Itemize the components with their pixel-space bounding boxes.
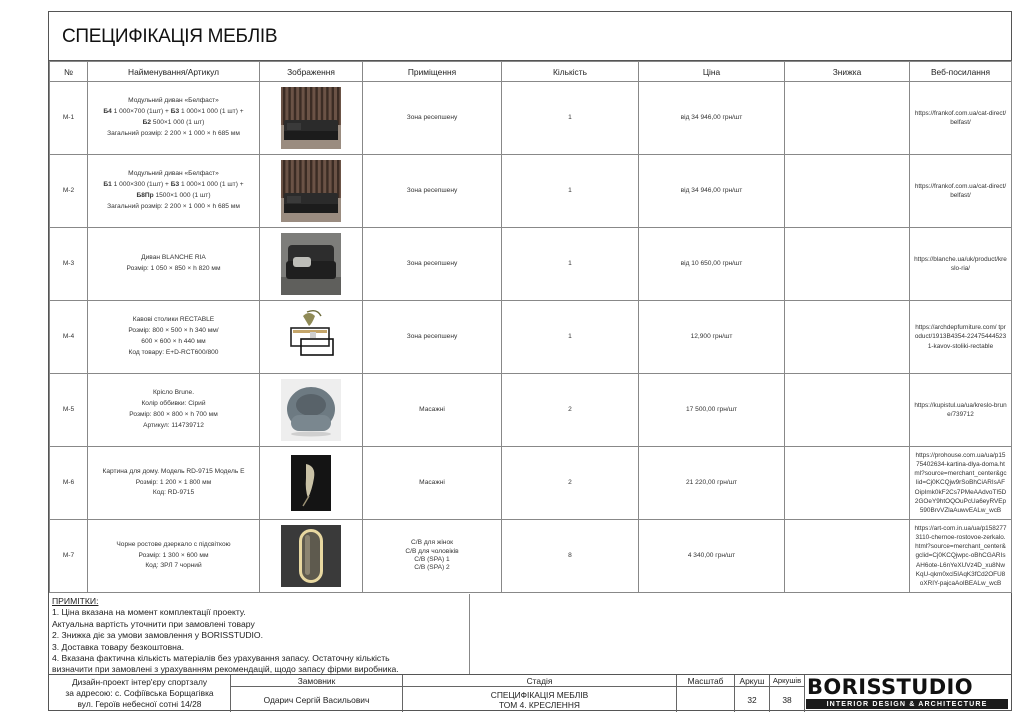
row-discount	[785, 228, 910, 301]
row-name-line: Б2 500×1 000 (1 шт)	[142, 119, 205, 126]
row-number: М-7	[50, 520, 88, 593]
row-discount	[785, 374, 910, 447]
project-cell	[49, 675, 231, 712]
row-name-line: Загальний розмір: 2 200 × 1 000 × h 685 мм	[107, 202, 240, 210]
sheet-cell	[735, 675, 770, 712]
row-number: М-4	[50, 301, 88, 374]
row-qty: 2	[502, 374, 639, 447]
row-name-line: Кавові столики RECTABLE	[132, 316, 215, 324]
row-qty: 8	[502, 520, 639, 593]
row-name-line: Розмір: 1 300 × 600 мм	[138, 551, 209, 559]
row-name	[88, 155, 260, 228]
row-number: М-2	[50, 155, 88, 228]
row-number: М-3	[50, 228, 88, 301]
row-url: https://blanche.ua/uk/product/kreslo-ria/	[910, 228, 1012, 301]
col-url-header: Веб-посилання	[910, 62, 1012, 82]
spec-sheet	[48, 11, 1012, 711]
sheet-value: 32	[747, 695, 757, 705]
client-label: Замовник	[231, 675, 402, 687]
row-name-line: Б1 1 000×300 (1шт) + Б3 1 000×1 000 (1 шт) +	[103, 181, 244, 189]
project-line: за адресою: с. Софіївська Борщагівка	[65, 688, 214, 699]
title-block	[49, 674, 1011, 711]
note-line: 2. Знижка діє за умови замовлення у BORISSTUDIO.	[52, 630, 263, 641]
row-name	[88, 228, 260, 301]
sheets-label: Аркушів	[770, 675, 804, 687]
row-url: https://art-com.in.ua/ua/p1582773110-chernoe-rostovoe-zerkalo.html?source=merchant_center&gclid=Cj0KCQjwpc-oBhCGARIsAH6ote-L6nYeXUVz4D_xu8NwKqU-qkm0xcl5IAqK3fCd2OFU8oXRIY-pajcaAoIBEALw_wcB	[910, 520, 1012, 593]
sofa-photo-icon	[281, 160, 341, 222]
row-discount	[785, 82, 910, 155]
row-name-line: Код: ЗРЛ 7 чорний	[145, 562, 202, 570]
round-chair-photo-icon	[281, 379, 341, 441]
sheets-value: 38	[782, 695, 792, 705]
row-price: 12,900 грн/шт	[639, 301, 785, 374]
row-discount	[785, 155, 910, 228]
row-name-line: Картина для дому. Модель RD-9715 Модель E	[102, 467, 245, 475]
row-number: М-6	[50, 447, 88, 520]
row-image	[260, 374, 363, 447]
row-discount	[785, 301, 910, 374]
row-image	[260, 228, 363, 301]
row-qty: 1	[502, 301, 639, 374]
row-room-line: Зона ресепшену	[406, 259, 458, 267]
row-image	[260, 520, 363, 593]
mirror-photo-icon	[281, 525, 341, 587]
table-row	[50, 520, 1012, 593]
row-qty: 1	[502, 82, 639, 155]
row-image	[260, 82, 363, 155]
row-qty: 1	[502, 228, 639, 301]
row-url: https://frankof.com.ua/cat-direct/belfast/	[910, 82, 1012, 155]
client-cell	[231, 675, 403, 712]
sofa-photo-icon	[281, 87, 341, 149]
spec-table	[49, 61, 1012, 593]
logo-tagline: INTERIOR DESIGN & ARCHITECTURE	[806, 699, 1008, 709]
stage-volume: ТОМ 4. КРЕСЛЕННЯ	[499, 700, 580, 710]
row-name-line: Код: RD-9715	[152, 489, 195, 497]
row-url: https://kupistul.ua/ua/kreslo-brune/739712	[910, 374, 1012, 447]
row-name-line: Колір оббивки: Сірий	[141, 400, 206, 408]
row-name	[88, 520, 260, 593]
note-line: 4. Вказана фактична кількість матеріалів без урахування запасу. Остаточну кількість	[52, 653, 390, 664]
row-name-line: Артикул: 114739712	[143, 421, 204, 429]
notes-heading: ПРИМІТКИ:	[52, 596, 99, 606]
row-price: 21 220,00 грн/шт	[639, 447, 785, 520]
row-image	[260, 301, 363, 374]
row-name-line: Модульний диван «Белфаст»	[128, 170, 219, 178]
project-line: вул. Героїв небесної сотні 14/28	[77, 699, 202, 710]
title-box	[49, 12, 1011, 61]
note-line: визначити при замовлені з урахуванням рекомендацій, щодо запасу фірми виробника.	[52, 664, 399, 675]
row-room	[363, 301, 502, 374]
row-image	[260, 155, 363, 228]
row-room-line: Масажні	[419, 405, 445, 413]
col-price-header: Ціна	[639, 62, 785, 82]
armchair-photo-icon	[281, 233, 341, 295]
row-name-line: Чорне ростове дзеркало с підсвіткою	[116, 540, 231, 548]
row-room	[363, 374, 502, 447]
table-row	[50, 374, 1012, 447]
row-name	[88, 82, 260, 155]
row-name-line: Розмір: 1 050 × 850 × h 820 мм	[126, 265, 221, 272]
row-room	[363, 447, 502, 520]
row-name-line: Б4 1 000×700 (1шт) + Б3 1 000×1 000 (1 шт) +	[103, 108, 244, 116]
row-name-line: Розмір: 800 × 500 × h 340 мм/	[128, 327, 219, 335]
table-header-row	[50, 62, 1012, 82]
painting-photo-icon	[281, 452, 341, 514]
row-room	[363, 82, 502, 155]
table-row	[50, 301, 1012, 374]
row-room-line: Зона ресепшену	[406, 186, 458, 194]
scale-cell	[677, 675, 735, 712]
studio-logo	[805, 676, 1010, 711]
row-room	[363, 520, 502, 593]
project-line: Дизайн-проект інтер'єру спортзалу	[71, 677, 208, 687]
scale-value	[677, 688, 734, 712]
client-value: Одарич Сергій Васильович	[263, 695, 370, 705]
row-name-line: Б8Пр 1500×1 000 (1 шт)	[136, 192, 211, 199]
row-price: від 34 946,00 грн/шт	[639, 155, 785, 228]
row-number: М-1	[50, 82, 88, 155]
row-name-line: Розмір: 1 200 × 1 800 мм	[135, 478, 212, 486]
row-room-line: С/В (SPA) 1	[414, 556, 450, 563]
row-discount	[785, 520, 910, 593]
row-room-line: Масажні	[419, 478, 445, 486]
page-title: СПЕЦИФІКАЦІЯ МЕБЛІВ	[62, 26, 278, 47]
row-room-line: С/В (SPA) 2	[414, 564, 450, 572]
notes-divider	[469, 594, 470, 674]
row-name	[88, 374, 260, 447]
row-url: https://archdepfurniture.com/ tproduct/1913B4354-224754445231-kavov-stoliki-rectable	[910, 301, 1012, 374]
row-price: від 10 650,00 грн/шт	[639, 228, 785, 301]
stage-value: СПЕЦИФІКАЦІЯ МЕБЛІВ	[490, 690, 589, 700]
table-row	[50, 228, 1012, 301]
row-name-line: Розмір: 800 × 800 × h 700 мм	[129, 411, 218, 418]
table-row	[50, 447, 1012, 520]
table-row	[50, 155, 1012, 228]
row-name-line: Крісло Brune.	[152, 389, 195, 397]
col-discount-header: Знижка	[785, 62, 910, 82]
row-number: М-5	[50, 374, 88, 447]
scale-label: Масштаб	[677, 675, 734, 687]
row-name-line: Загальний розмір: 2 200 × 1 000 × h 685 мм	[107, 129, 240, 137]
row-room	[363, 155, 502, 228]
logo-main: BORISSTUDIO	[807, 675, 974, 699]
row-url: https://prohouse.com.ua/ua/p1575402634-kartina-dlya-doma.html?source=merchant_center&gclid=Cj0KCQjw9rSoBhCiARIsAFOipImk0kF2Cs7PMeAAdvoTI5D2GOeY9htOQOuPcUa6eyRVEp590BrvVZlaAuwvEALw_wcB	[910, 447, 1012, 520]
row-name	[88, 447, 260, 520]
row-name	[88, 301, 260, 374]
table-row	[50, 82, 1012, 155]
col-image-header: Зображення	[260, 62, 363, 82]
sheet-label: Аркуш	[735, 675, 769, 687]
row-qty: 2	[502, 447, 639, 520]
row-room-line: Зона ресепшену	[406, 113, 458, 121]
stage-cell	[403, 675, 677, 712]
col-qty-header: Кількість	[502, 62, 639, 82]
row-name-line: Код товару: E+D-RCT600/800	[128, 348, 219, 356]
col-num-header: №	[50, 62, 88, 82]
coffee-table-photo-icon	[281, 306, 341, 368]
row-name-line: Диван BLANCHE RIA	[141, 254, 206, 262]
notes-box	[49, 594, 469, 674]
note-line: 3. Доставка товару безкоштовна.	[52, 641, 185, 652]
row-name-line: 600 × 600 × h 440 мм	[141, 338, 206, 345]
row-room-line: С/В для жінок	[411, 539, 453, 547]
note-line: Актуальна вартість уточнити при замовлені товару	[52, 618, 255, 629]
row-price: 17 500,00 грн/шт	[639, 374, 785, 447]
row-name-line: Модульний диван «Белфаст»	[128, 97, 219, 105]
note-line: 1. Ціна вказана на момент комплектації проекту.	[52, 607, 246, 618]
row-room-line: Зона ресепшену	[406, 332, 458, 340]
row-room-line: С/В для чоловіків	[405, 547, 459, 555]
stage-label: Стадія	[403, 675, 676, 687]
row-price: від 34 946,00 грн/шт	[639, 82, 785, 155]
row-image	[260, 447, 363, 520]
row-room	[363, 228, 502, 301]
sheets-cell	[770, 675, 805, 712]
row-qty: 1	[502, 155, 639, 228]
row-url: https://frankof.com.ua/cat-direct/belfast/	[910, 155, 1012, 228]
col-name-header: Найменування/Артикул	[88, 62, 260, 82]
col-room-header: Приміщення	[363, 62, 502, 82]
row-discount	[785, 447, 910, 520]
row-price: 4 340,00 грн/шт	[639, 520, 785, 593]
